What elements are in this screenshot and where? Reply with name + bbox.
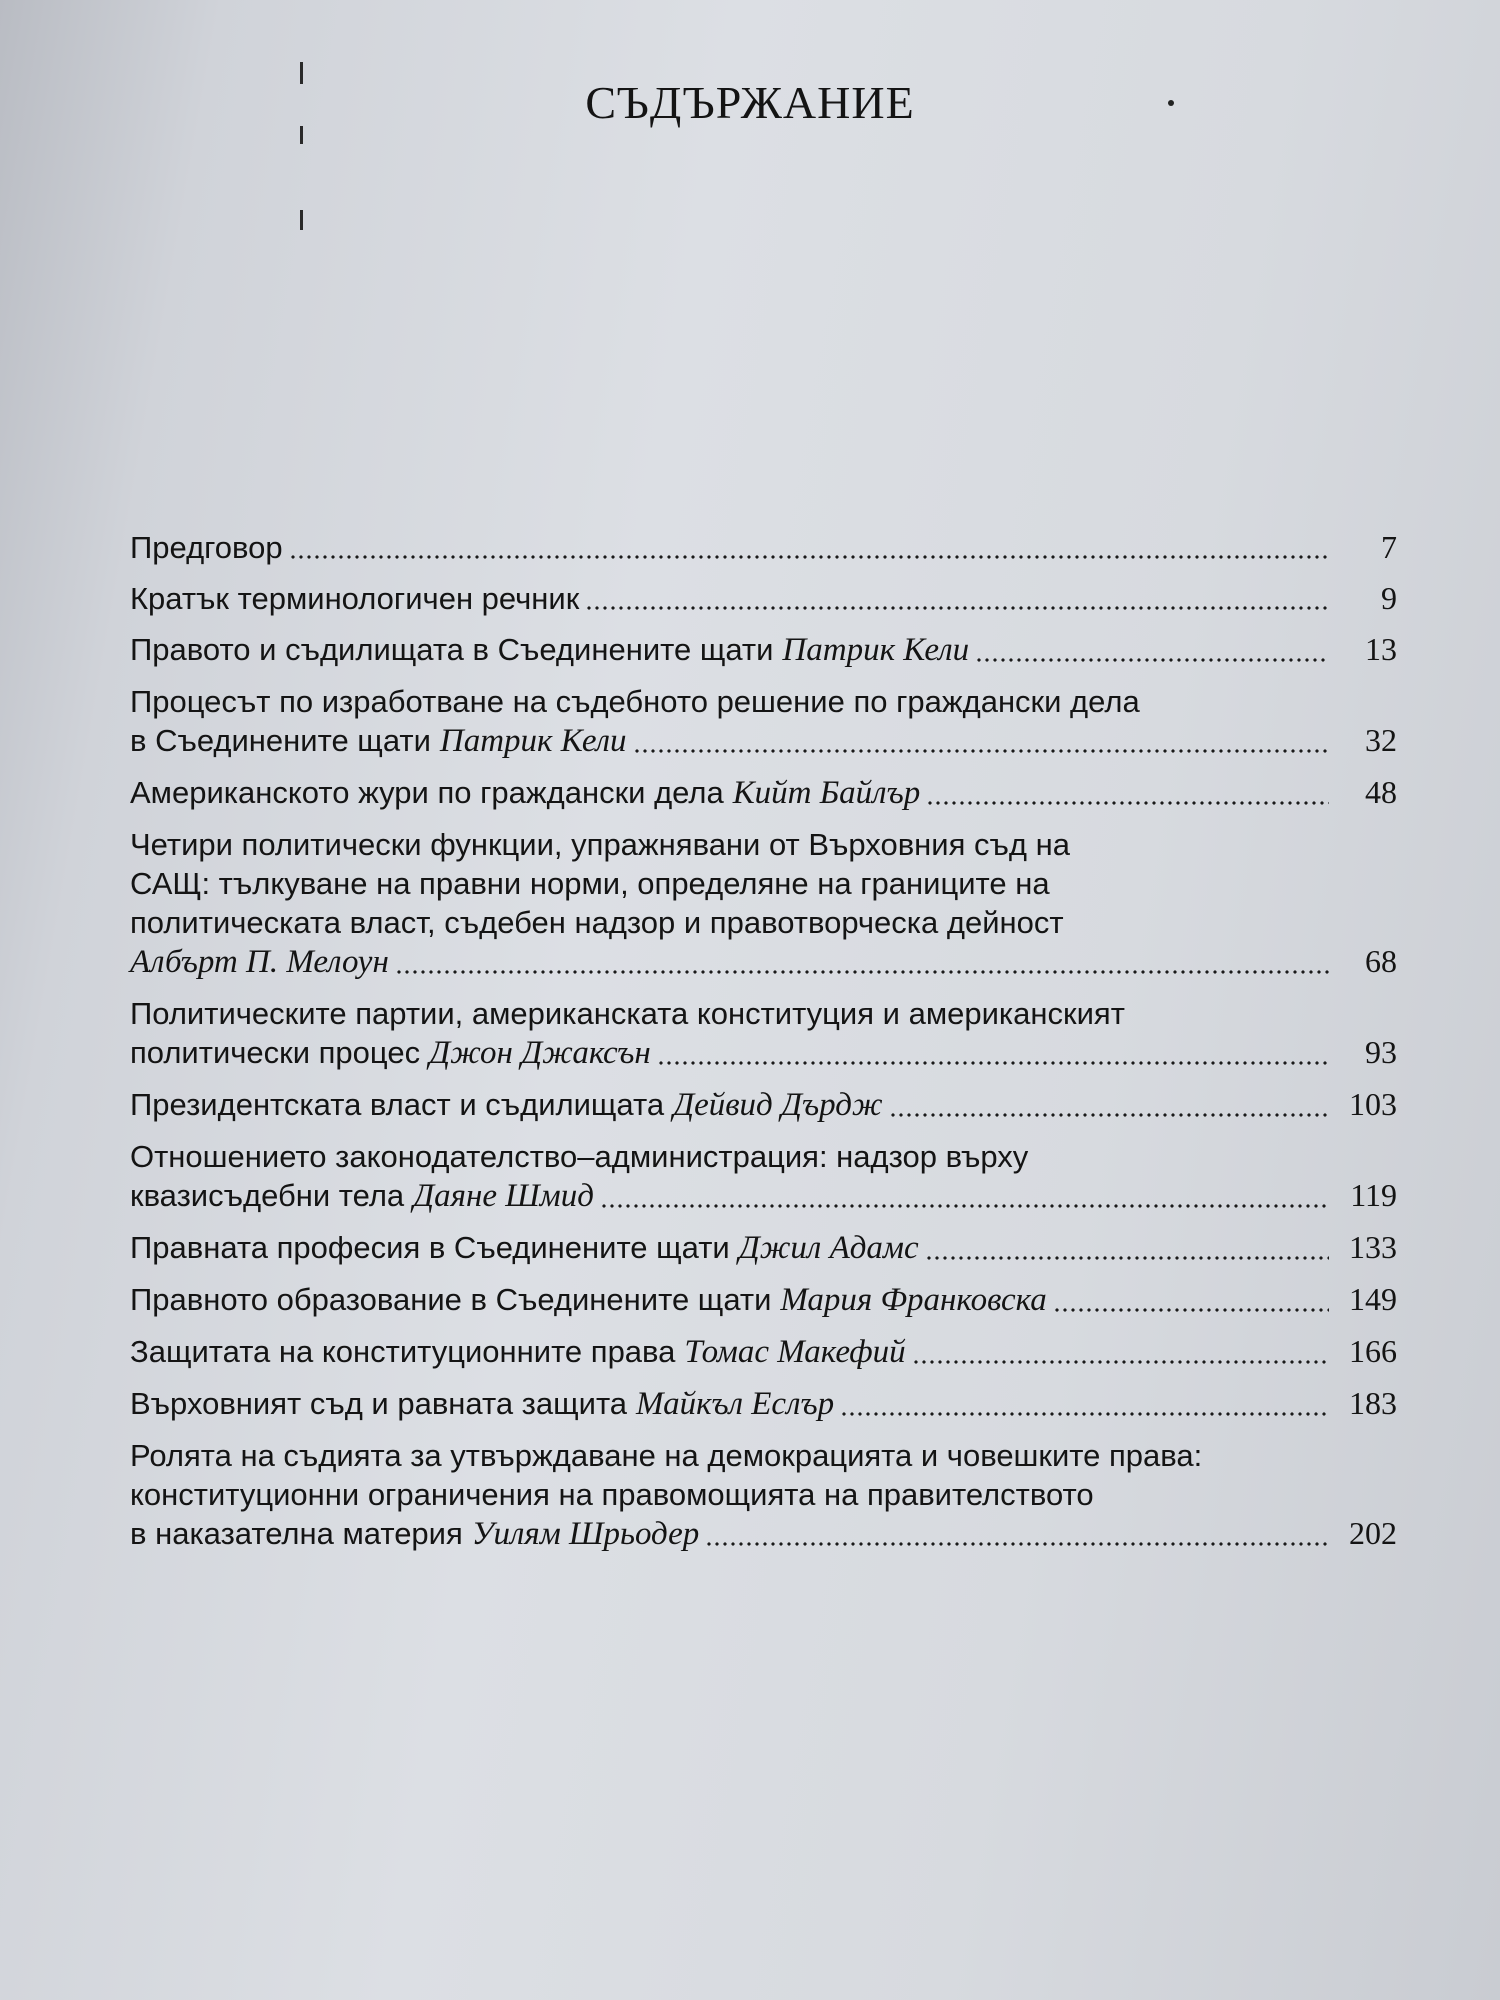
- toc-entry-last-line: [130, 1085, 1397, 1125]
- toc-entry-title: Американското жури по граждански дела: [130, 775, 724, 810]
- dot-leader: [395, 970, 1329, 974]
- toc-entry-line: САЩ: тълкуване на правни норми, определяне на границите на: [130, 866, 1050, 901]
- dot-leader: [705, 1542, 1329, 1546]
- toc-entry-author: Патрик Кели: [782, 632, 970, 668]
- toc-entry-line: Отношението законодателство–администрация: надзор върху: [130, 1139, 1029, 1174]
- toc-entry: [130, 1384, 1397, 1424]
- toc-entry: [130, 1085, 1397, 1125]
- toc-entry-line: конституционни ограничения на правомощията на правителството: [130, 1477, 1094, 1512]
- dot-leader: [289, 555, 1329, 559]
- toc-page-number: 93: [1365, 1034, 1397, 1070]
- toc-page-number: 48: [1365, 774, 1397, 810]
- dot-leader: [657, 1061, 1329, 1065]
- toc-page-number: 166: [1349, 1333, 1397, 1369]
- toc-entry-author: Албърт П. Мелоун: [130, 944, 389, 980]
- dot-leader: [585, 606, 1329, 610]
- spine-mark: [300, 210, 303, 230]
- toc-entry-author: Мария Франковска: [780, 1282, 1047, 1318]
- dot-leader: [600, 1204, 1329, 1208]
- toc-entry-author: Джил Адамс: [738, 1230, 919, 1266]
- toc-entry-last-line: [130, 1280, 1397, 1320]
- toc-entry-last-line: [130, 1228, 1397, 1268]
- toc-entry: [130, 630, 1397, 670]
- toc-entry-title: Правната професия в Съединените щати: [130, 1230, 730, 1265]
- toc-entry: [130, 1280, 1397, 1320]
- toc-entry: [130, 528, 1397, 567]
- toc-entry-last-line: [130, 1384, 1397, 1424]
- dot-leader: [1053, 1308, 1329, 1312]
- toc-entry-title: политически процес: [130, 1035, 421, 1070]
- toc-entry: [130, 773, 1397, 813]
- toc-page-number: 149: [1349, 1281, 1397, 1317]
- toc-entry-last-line: [130, 1033, 1397, 1073]
- table-of-contents: [130, 528, 1397, 1566]
- toc-entry: [130, 682, 1397, 761]
- toc-entry-author: Майкъл Еслър: [636, 1386, 835, 1422]
- toc-entry-author: Дейвид Дърдж: [673, 1087, 883, 1123]
- toc-page-number: 202: [1349, 1515, 1397, 1551]
- toc-entry-title: Предговор: [130, 530, 283, 565]
- toc-entry: [130, 1436, 1397, 1554]
- toc-entry-title: Президентската власт и съдилищата: [130, 1087, 665, 1122]
- toc-page-number: 13: [1365, 631, 1397, 667]
- toc-entry-last-line: [130, 528, 1397, 567]
- toc-entry: [130, 994, 1397, 1073]
- toc-entry-last-line: [130, 1176, 1397, 1216]
- toc-page-number: 119: [1350, 1177, 1397, 1213]
- dot-leader: [889, 1113, 1329, 1117]
- toc-entry-title: Правото и съдилищата в Съединените щати: [130, 632, 774, 667]
- toc-entry-title: квазисъдебни тела: [130, 1178, 405, 1213]
- toc-entry-line: Политическите партии, американската конституция и американският: [130, 996, 1125, 1031]
- toc-entry-title: Върховният съд и равната защита: [130, 1386, 628, 1421]
- toc-entry-author: Даяне Шмид: [413, 1178, 594, 1214]
- toc-entry-title: в Съединените щати: [130, 723, 431, 758]
- page-title: СЪДЪРЖАНИЕ: [585, 77, 915, 128]
- toc-entry-last-line: [130, 1514, 1397, 1554]
- toc-entry-line: политическата власт, съдебен надзор и правотворческа дейност: [130, 905, 1064, 940]
- toc-entry: [130, 825, 1397, 982]
- toc-page-number: 9: [1381, 580, 1397, 616]
- toc-page-number: 68: [1365, 943, 1397, 979]
- toc-entry-author: Томас Макефий: [684, 1334, 906, 1370]
- toc-entry-line: Четири политически функции, упражнявани от Върховния съд на: [130, 827, 1070, 862]
- dot-leader: [840, 1412, 1329, 1416]
- toc-entry-author: Патрик Кели: [439, 723, 627, 759]
- toc-page-number: 7: [1381, 529, 1397, 565]
- dot-leader: [925, 1256, 1329, 1260]
- toc-entry-title: Кратък терминологичен речник: [130, 581, 580, 616]
- toc-entry: [130, 1137, 1397, 1216]
- toc-page-number: 103: [1349, 1086, 1397, 1122]
- toc-entry-last-line: [130, 773, 1397, 813]
- toc-entry: [130, 1228, 1397, 1268]
- toc-entry-last-line: [130, 721, 1397, 761]
- dot-leader: [975, 658, 1329, 662]
- toc-page-number: 133: [1349, 1229, 1397, 1265]
- toc-entry-last-line: [130, 942, 1397, 982]
- toc-entry-last-line: [130, 1332, 1397, 1372]
- dot-leader: [633, 749, 1329, 753]
- toc-page-number: 32: [1365, 722, 1397, 758]
- toc-entry-line: Процесът по изработване на съдебното решение по граждански дела: [130, 684, 1140, 719]
- dot-leader: [926, 801, 1329, 805]
- toc-entry-title: в наказателна материя: [130, 1516, 463, 1551]
- toc-entry-title: Правното образование в Съединените щати: [130, 1282, 772, 1317]
- toc-entry-last-line: [130, 630, 1397, 670]
- toc-entry-author: Уилям Шрьодер: [471, 1516, 700, 1552]
- toc-entry-last-line: [130, 579, 1397, 618]
- toc-entry: [130, 579, 1397, 618]
- toc-entry-author: Джон Джаксън: [429, 1035, 651, 1071]
- toc-entry-title: Защитата на конституционните права: [130, 1334, 676, 1369]
- toc-entry: [130, 1332, 1397, 1372]
- toc-page-number: 183: [1349, 1385, 1397, 1421]
- dot-leader: [912, 1360, 1329, 1364]
- toc-entry-line: Ролята на съдията за утвърждаване на демокрацията и човешките права:: [130, 1438, 1203, 1473]
- toc-entry-author: Кийт Байлър: [732, 775, 921, 811]
